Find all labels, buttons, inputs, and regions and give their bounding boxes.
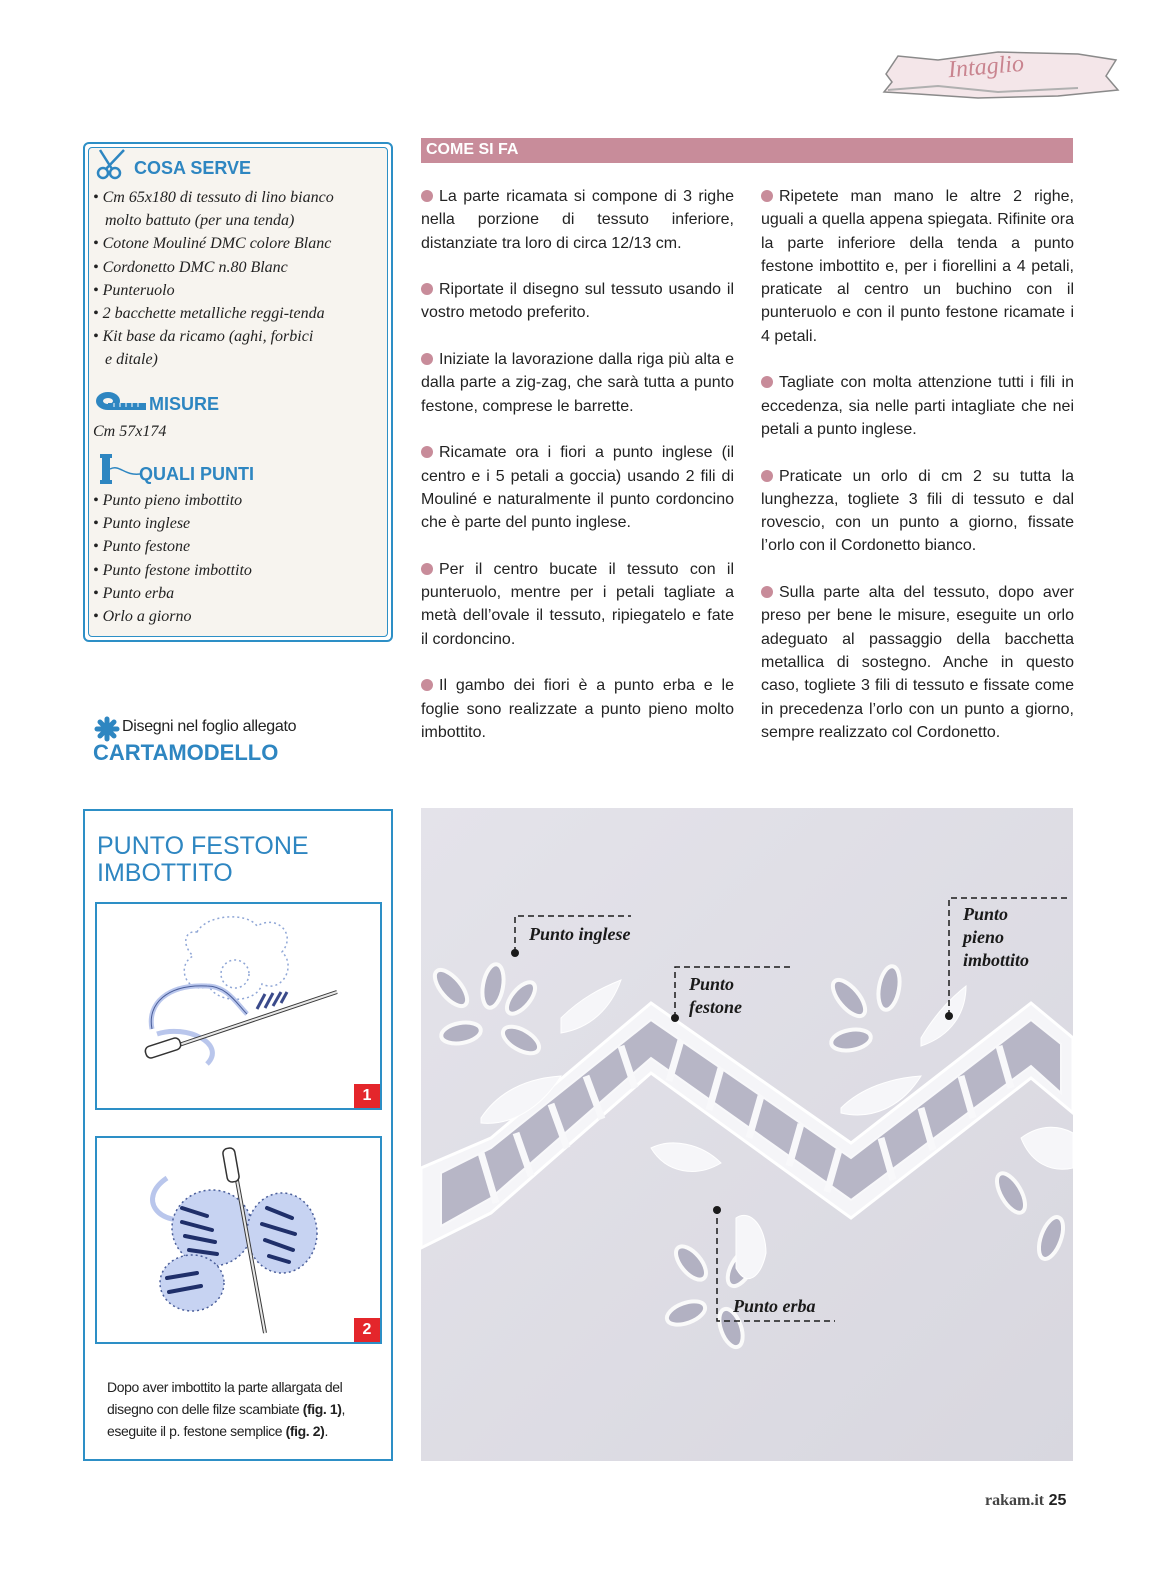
figure-number: 1 [354,1084,380,1108]
list-item: • Kit base da ricamo (aghi, forbici [93,328,314,346]
label-punto-pieno-imbottito: Punto pieno imbottito [963,904,1030,970]
misure-title: MISURE [149,394,220,414]
instruction-paragraph: Il gambo dei fiori è a punto erba e le foglie sono realizzate a punto pieno molto imbottito. [421,677,734,741]
instruction-paragraph: Iniziate la lavorazione dalla riga più alta e dalla parte a zig-zag, che sarà tutta a punto festone, comprese le barrette. [421,351,734,415]
cartamodello-subtitle: Disegni nel foglio allegato [122,718,297,735]
come-si-fa-title: COME SI FA [426,141,519,158]
bullet-dot-icon [761,190,773,202]
instruction-paragraph: Per il centro bucate il tessuto con il punteruolo, mentre per i petali tagliate a metà dell’ovale il tessuto, ripiegatelo e fate il cordoncino. [421,560,734,648]
instruction-paragraph: Riportate il disegno sul tessuto usando il vostro metodo preferito. [421,281,734,322]
page-footer [985,1492,1066,1510]
tape-measure-icon [94,388,148,414]
list-item: • Cotone Mouliné DMC colore Blanc [93,235,332,253]
page-number: 25 [1048,1492,1067,1509]
list-item: • Orlo a giorno [93,608,192,626]
cartamodello-title: CARTAMODELLO [93,740,279,765]
figure-1 [95,902,382,1110]
scissors-icon [94,146,132,180]
section-tag-label: Intaglio [946,50,1025,84]
list-item: • 2 bacchette metalliche reggi-tenda [93,305,325,323]
quali-punti-title: QUALI PUNTI [139,464,254,484]
instruction-paragraph: La parte ricamata si compone di 3 righe nella porzione di tessuto inferiore, distanziate tra loro di circa 12/13 cm. [421,188,734,252]
footer-site: rakam.it [985,1492,1045,1509]
instructions-column-1 [421,185,734,767]
section-tag [878,46,1123,102]
instruction-paragraph: Praticate un orlo di cm 2 su tutta la lunghezza, togliete 3 fili di tessuto e dal rovescio, con un punto a giorno, fissate l’orlo con il Cordonetto bianco. [761,467,1074,555]
needle-illustration-icon [97,904,380,1108]
list-item: • Punto festone [93,538,191,556]
label-punto-inglese: Punto inglese [529,924,631,944]
instruction-paragraph: Sulla parte alta del tessuto, dopo aver preso per bene le misure, eseguite un orlo adeguato al passaggio della bacchetta metallica di sostegno. Anche in questo caso, togliete 3 fili di tessuto e fissate come in precedenza l’orlo con un punto a giorno, sempre realizzato col Cordonetto. [761,584,1074,741]
list-item: • Punto festone imbottito [93,561,252,579]
instructions-column-2 [761,185,1074,767]
label-punto-festone: Punto festone [689,974,742,1017]
figure-2 [95,1136,382,1344]
thread-spool-icon [96,452,142,490]
embroidery-photo [421,808,1073,1461]
list-item: e ditale) [93,351,158,369]
list-item: • Punteruolo [93,281,175,299]
bullet-dot-icon [421,446,433,458]
instruction-paragraph: Ripetete man mano le altre 2 righe, uguali a quella appena spiegata. Rifinite ora la parte inferiore della tenda a punto festone imbottito e, per i fiorellini a 4 petali, praticate al centro un buchino con il punteruolo e con il punto festone ricamate i 4 petali. [761,188,1074,345]
bullet-dot-icon [421,190,433,202]
list-item: • Punto erba [93,584,175,602]
list-item: • Cordonetto DMC n.80 Blanc [93,258,288,276]
figure-number: 2 [354,1318,380,1342]
list-item: • Punto inglese [93,515,191,533]
misure-value: Cm 57x174 [93,423,167,440]
asterisk-icon [94,716,120,742]
quali-punti-list [93,489,252,628]
needle-illustration-icon [97,1138,380,1342]
cosa-serve-title: COSA SERVE [134,158,252,178]
instruction-paragraph: Ricamate ora i fiori a punto inglese (il centro e i 5 petali a goccia) usando 2 fili di Mouliné e naturalmente il punto cordoncino che è parte del punto inglese. [421,444,734,532]
list-item: molto battuto (per una tenda) [93,212,295,230]
bullet-dot-icon [421,283,433,295]
tutorial-caption: Dopo aver imbottito la parte allargata del disegno con delle filze scambiate (fig. 1), eseguite il p. festone semplice (fig. 2). [107,1379,346,1439]
bullet-dot-icon [421,353,433,365]
come-si-fa-bar [421,138,1073,163]
bullet-dot-icon [421,679,433,691]
cosa-serve-list [93,186,334,372]
bullet-dot-icon [761,376,773,388]
list-item: • Cm 65x180 di tessuto di lino bianco [93,189,334,206]
tutorial-title: PUNTO FESTONE IMBOTTITO [97,832,309,887]
list-item: • Punto pieno imbottito [93,492,243,509]
label-punto-erba: Punto erba [733,1296,816,1316]
bullet-dot-icon [761,586,773,598]
instruction-paragraph: Tagliate con molta attenzione tutti i fili in eccedenza, sia nelle parti intagliate che nei petali a punto inglese. [761,374,1074,438]
bullet-dot-icon [761,470,773,482]
bullet-dot-icon [421,563,433,575]
